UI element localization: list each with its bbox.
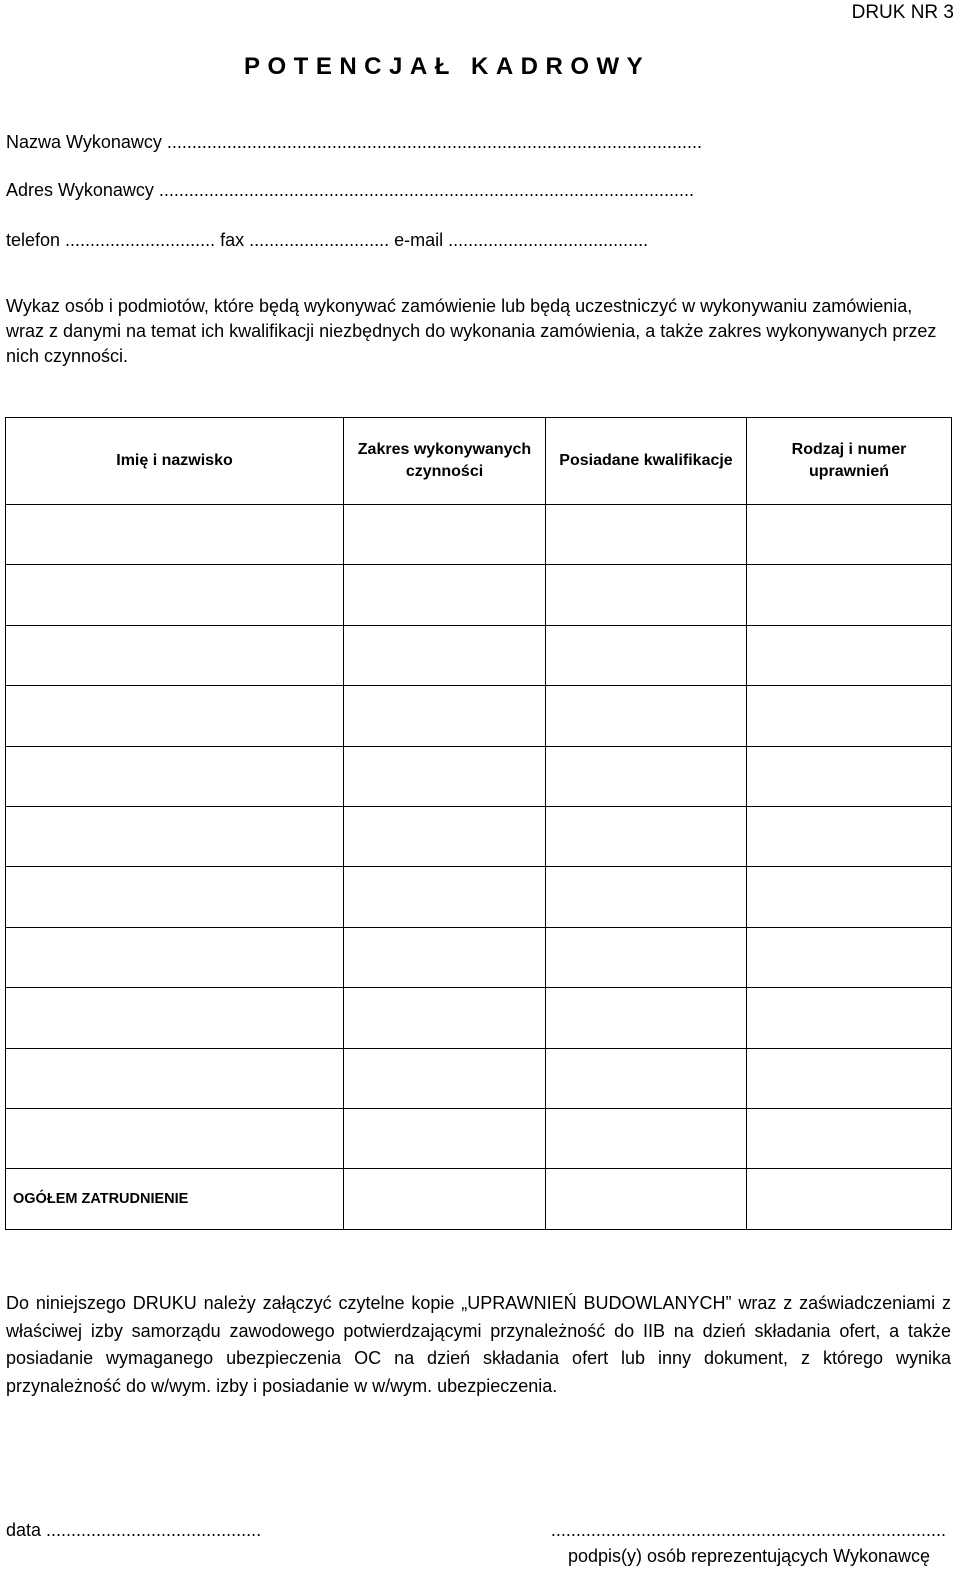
table-row: [6, 686, 952, 746]
table-row: [6, 988, 952, 1048]
table-cell[interactable]: [6, 565, 344, 625]
total-label: OGÓŁEM ZATRUDNIENIE: [6, 1169, 344, 1229]
table-cell[interactable]: [747, 625, 952, 685]
table-cell[interactable]: [747, 988, 952, 1048]
table-row: [6, 867, 952, 927]
table-cell[interactable]: [344, 1108, 546, 1168]
table-cell[interactable]: [344, 625, 546, 685]
table-cell[interactable]: [747, 1108, 952, 1168]
table-cell[interactable]: [6, 1048, 344, 1108]
contractor-name-field: Nazwa Wykonawcy ...........................................................................................................: [6, 132, 702, 152]
table-cell[interactable]: [546, 625, 747, 685]
table-row: [6, 565, 952, 625]
table-cell[interactable]: [747, 565, 952, 625]
table-cell[interactable]: [546, 927, 747, 987]
table-row: [6, 746, 952, 806]
header-name: Imię i nazwisko: [6, 418, 344, 505]
table-cell[interactable]: [6, 927, 344, 987]
table-cell[interactable]: [6, 988, 344, 1048]
table-cell[interactable]: [747, 746, 952, 806]
table-cell[interactable]: [6, 806, 344, 866]
attachment-note: Do niniejszego DRUKU należy załączyć czytelne kopie „UPRAWNIEŃ BUDOWLANYCH” wraz z zaświadczeniami z właściwej izby samorządu zawodowego potwierdzającymi przynależność do IIB na dzień składania ofert, a także posiadanie wymaganego ubezpieczenia OC na dzień składania ofert lub inny dokument, z którego wynika przynależność do w/wym. izby i posiadanie w w/wym. ubezpieczenia.: [6, 1293, 951, 1396]
table-cell[interactable]: [344, 565, 546, 625]
table-cell[interactable]: [546, 806, 747, 866]
table-cell[interactable]: [344, 806, 546, 866]
header-licenses: Rodzaj i numer uprawnień: [747, 418, 952, 505]
table-cell[interactable]: [6, 686, 344, 746]
contractor-contact-field: telefon .............................. fax ............................ e-mail ........................................: [6, 230, 649, 250]
signature-label: podpis(y) osób reprezentujących Wykonawcę: [567, 1546, 930, 1566]
table-cell[interactable]: [546, 1108, 747, 1168]
table-row: [6, 1048, 952, 1108]
table-cell[interactable]: [6, 867, 344, 927]
header-scope: Zakres wykonywanych czynności: [344, 418, 546, 505]
table-cell[interactable]: [344, 1169, 546, 1229]
table-cell[interactable]: [546, 686, 747, 746]
table-header-row: [6, 418, 952, 505]
table-row: [6, 505, 952, 565]
signature-line: ...............................................................................: [550, 1520, 946, 1540]
table-cell[interactable]: [6, 625, 344, 685]
table-cell[interactable]: [344, 927, 546, 987]
page-title: POTENCJAŁ KADROWY: [244, 53, 651, 80]
table-total-row: [6, 1169, 952, 1229]
table-cell[interactable]: [546, 867, 747, 927]
table-cell[interactable]: [6, 1108, 344, 1168]
table-cell[interactable]: [747, 1169, 952, 1229]
table-row: [6, 806, 952, 866]
table-cell[interactable]: [344, 686, 546, 746]
table-row: [6, 625, 952, 685]
table-cell[interactable]: [747, 1048, 952, 1108]
table-cell[interactable]: [747, 505, 952, 565]
table-row: [6, 1108, 952, 1168]
table-row: [6, 927, 952, 987]
table-cell[interactable]: [747, 806, 952, 866]
table-cell[interactable]: [6, 505, 344, 565]
table-cell[interactable]: [344, 867, 546, 927]
table-cell[interactable]: [344, 746, 546, 806]
table-cell[interactable]: [6, 746, 344, 806]
table-cell[interactable]: [344, 505, 546, 565]
table-cell[interactable]: [546, 1048, 747, 1108]
table-cell[interactable]: [546, 746, 747, 806]
table-cell[interactable]: [546, 565, 747, 625]
intro-paragraph: Wykaz osób i podmiotów, które będą wykonywać zamówienie lub będą uczestniczyć w wykonywaniu zamówienia, wraz z danymi na temat ich kwalifikacji niezbędnych do wykonania zamówienia, a także zakres wykonywanych przez nich czynności.: [6, 296, 937, 366]
staff-table: [5, 417, 952, 1230]
table-cell[interactable]: [344, 1048, 546, 1108]
table-cell[interactable]: [546, 1169, 747, 1229]
table-cell[interactable]: [747, 686, 952, 746]
contractor-address-field: Adres Wykonawcy ...........................................................................................................: [6, 180, 694, 200]
table-cell[interactable]: [344, 988, 546, 1048]
form-number: DRUK NR 3: [851, 2, 954, 23]
table-cell[interactable]: [546, 988, 747, 1048]
header-qualifications: Posiadane kwalifikacje: [546, 418, 747, 505]
table-cell[interactable]: [546, 505, 747, 565]
table-cell[interactable]: [747, 867, 952, 927]
date-field: data ...........................................: [6, 1520, 262, 1540]
table-cell[interactable]: [747, 927, 952, 987]
